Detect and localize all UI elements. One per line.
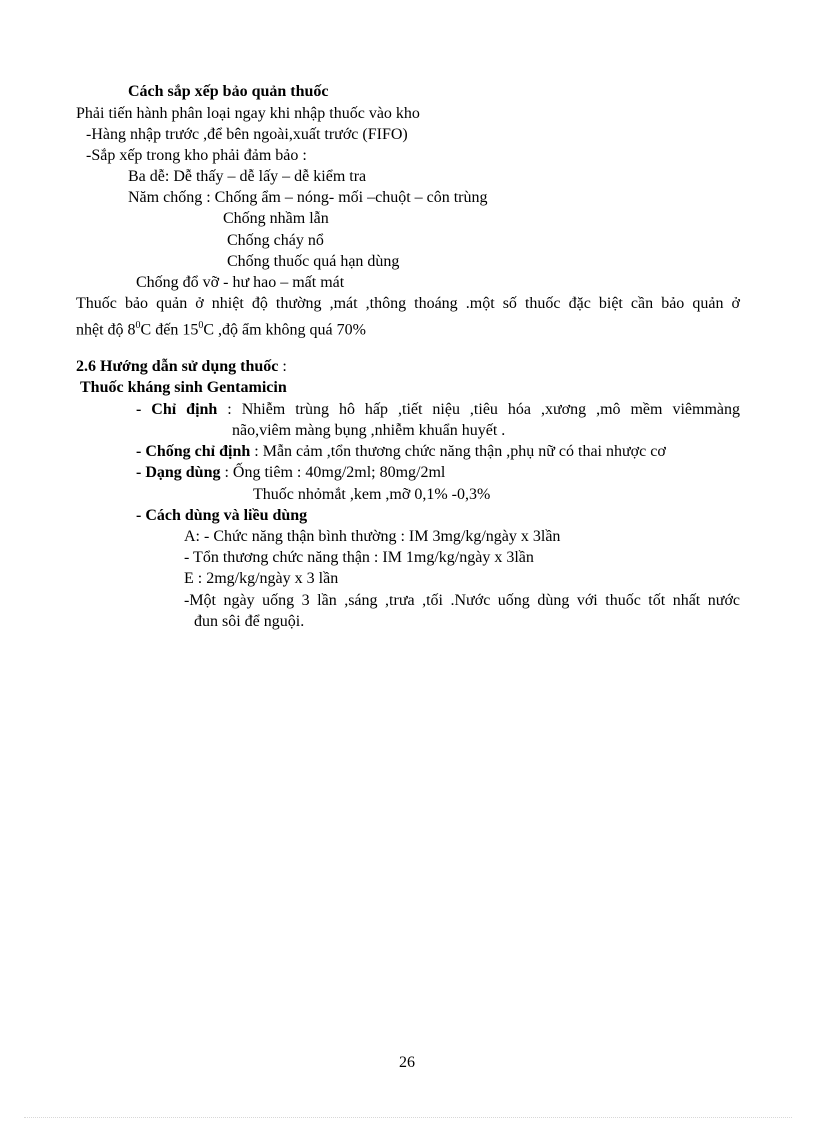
drug-name: Thuốc kháng sinh Gentamicin xyxy=(80,379,287,396)
temp-text-a: nhệt độ 8 xyxy=(76,321,136,339)
indication-label: - Chỉ định xyxy=(136,401,218,418)
dosage-form-label: - Dạng dùng xyxy=(136,464,221,481)
dosage-form-text: : Ống tiêm : 40mg/2ml; 80mg/2ml xyxy=(220,464,446,481)
dose-renal-impairment: - Tổn thương chức năng thận : IM 1mg/kg/ngày x 3lần xyxy=(184,549,534,566)
contraindication-text: : Mẫn cảm ,tổn thương chức năng thận ,phụ nữ có thai nhược cơ xyxy=(250,443,666,460)
dosage-form-line xyxy=(136,463,445,483)
section-title: 2.6 Hướng dẫn sử dụng thuốc xyxy=(76,358,279,375)
chong-nham-line: Chống nhầm lẫn xyxy=(223,210,329,227)
indication-text: : Nhiễm trùng hô hấp ,tiết niệu ,tiêu hóa ,xương ,mô mềm viêmmàng xyxy=(217,401,740,418)
storage-line-3: -Sắp xếp trong kho phải đảm bảo : xyxy=(86,147,307,164)
note-line-2: đun sôi để nguội. xyxy=(194,613,305,630)
dose-child: E : 2mg/kg/ngày x 3 lần xyxy=(184,570,339,587)
dosage-heading: - Cách dùng và liều dùng xyxy=(136,507,308,524)
contraindication-label: - Chống chỉ định xyxy=(136,443,251,460)
chong-han-line: Chống thuốc quá hạn dùng xyxy=(227,253,400,270)
temp-text-b: C đến 15 xyxy=(140,321,199,339)
footer-divider xyxy=(24,1117,792,1118)
dosage-form-line-2: Thuốc nhỏmắt ,kem ,mỡ 0,1% -0,3% xyxy=(253,486,491,503)
chong-chay-line: Chống cháy nổ xyxy=(227,232,324,249)
storage-heading: Cách sắp xếp bảo quản thuốc xyxy=(128,83,329,100)
temp-degree-2: 0 xyxy=(198,320,204,331)
storage-line-1: Phải tiến hành phân loại ngay khi nhập thuốc vào kho xyxy=(76,105,420,122)
indication-line-2: não,viêm màng bụng ,nhiễm khuẩn huyết . xyxy=(232,422,506,439)
storage-line-2: -Hàng nhập trước ,để bên ngoài,xuất trước (FIFO) xyxy=(86,126,408,143)
ba-de-line: Ba dễ: Dễ thấy – dễ lấy – dễ kiểm tra xyxy=(128,168,367,185)
page-number: 26 xyxy=(399,1054,415,1071)
temp-degree-1: 0 xyxy=(135,320,141,331)
dose-adult-normal: A: - Chức năng thận bình thường : IM 3mg/kg/ngày x 3lần xyxy=(184,528,561,545)
contraindication-line xyxy=(136,442,666,462)
indication-line-1 xyxy=(136,400,740,420)
nam-chong-line: Năm chống : Chống ẩm – nóng- mối –chuột – côn trùng xyxy=(128,189,488,206)
note-line-1: -Một ngày uống 3 lần ,sáng ,trưa ,tối .Nước uống dùng với thuốc tốt nhất nước xyxy=(184,592,740,609)
temp-text-c: C ,độ ẩm không quá 70% xyxy=(203,321,366,339)
section-heading xyxy=(76,357,287,377)
chong-do-line: Chống đổ vỡ - hư hao – mất mát xyxy=(136,274,345,291)
temperature-line-2 xyxy=(76,316,366,340)
section-title-tail: : xyxy=(278,358,287,375)
temperature-line-1: Thuốc bảo quản ở nhiệt độ thường ,mát ,thông thoáng .một số thuốc đặc biệt cần bảo quản ở xyxy=(76,295,740,312)
